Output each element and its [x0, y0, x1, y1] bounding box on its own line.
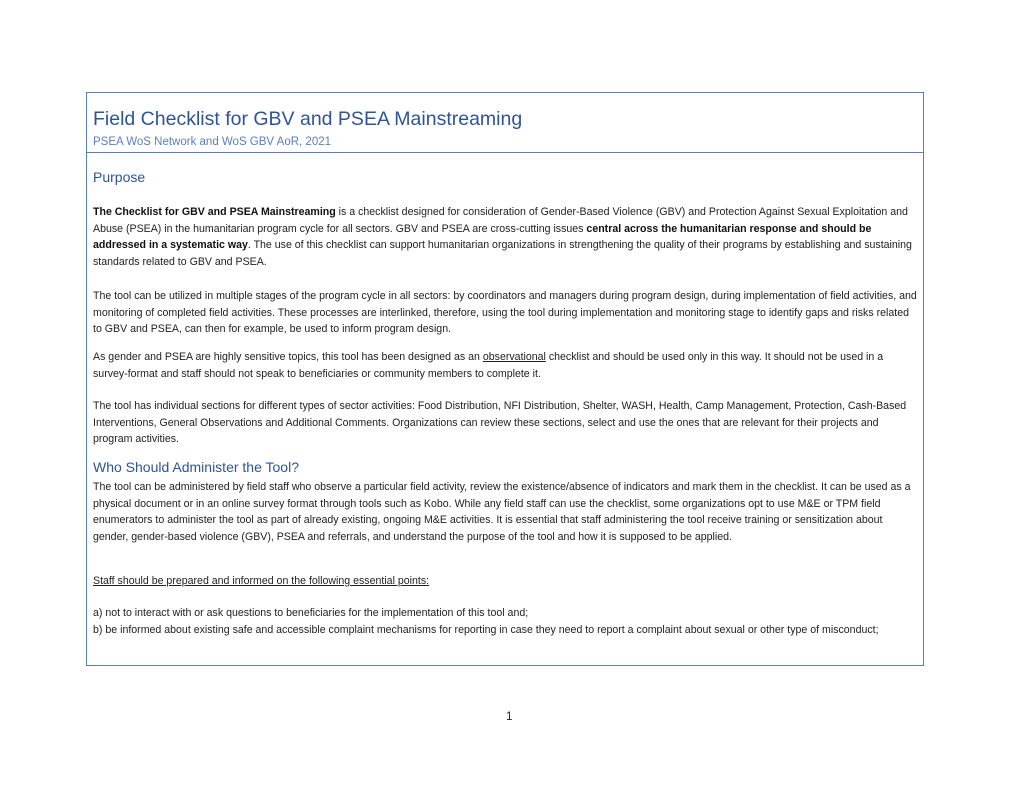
document-title: Field Checklist for GBV and PSEA Mainstreaming	[93, 108, 523, 130]
purpose-text-a: is a checklist designed for consideration of Gender-Based Violence (GBV) and Protection Against Sexual Exploitation and Abuse (PSEA) in the humanitarian program cycle for all sectors. GBV and PSEA are cross-cutting issues	[93, 206, 908, 235]
essential-points-intro: Staff should be prepared and informed on the following essential points:	[93, 575, 430, 587]
purpose-p3-text-b: checklist and should be used only in this way. It should not be used in a survey-format and staff should not speak to beneficiaries or community members to complete it.	[93, 351, 884, 380]
purpose-p3-text-a: As gender and PSEA are highly sensitive topics, this tool has been designed as an	[93, 351, 483, 363]
who-heading: Who Should Administer the Tool?	[93, 459, 299, 475]
page-number: 1	[506, 711, 513, 723]
purpose-paragraph-4: The tool has individual sections for different types of sector activities: Food Distribution, NFI Distribution, Shelter, WASH, Health, Camp Management, Protection, Cash-Based Interventions, General Observations and Additional Comments. Organizations can review these sections, select and use the ones that are relevant for their projects and program activities.	[93, 400, 907, 445]
purpose-paragraph-3	[93, 349, 917, 382]
purpose-paragraph-1	[93, 204, 917, 270]
observational-term: observational	[482, 351, 546, 363]
document-frame	[86, 92, 924, 666]
document-subtitle: PSEA WoS Network and WoS GBV AoR, 2021	[93, 136, 332, 148]
purpose-heading: Purpose	[93, 169, 146, 185]
essential-point-a: a) not to interact with or ask questions to beneficiaries for the implementation of this tool and;	[93, 607, 529, 619]
purpose-text-b: . The use of this checklist can support humanitarian organizations in strengthening the quality of their programs by establishing and sustaining standards related to GBV and PSEA.	[93, 239, 912, 268]
who-paragraph-1: The tool can be administered by field staff who observe a particular field activity, review the existence/absence of indicators and mark them in the checklist. It can be used as a physical document or in an online survey format through tools such as Kobo. While any field staff can use the checklist, some organizations opt to use M&E or TPM field enumerators to administer the tool as part of already existing, ongoing M&E activities. It is essential that staff administering the tool receive training or sensitization about gender, gender-based violence (GBV), PSEA and referrals, and understand the purpose of the tool and how it is supposed to be applied.	[93, 481, 911, 543]
purpose-paragraph-2: The tool can be utilized in multiple stages of the program cycle in all sectors: by coordinators and managers during program design, during implementation of field activities, and monitoring of completed field activities. These processes are interlinked, therefore, using the tool during implementation and monitoring stage to identify gaps and risks related to GBV and PSEA, can then for example, be used to inform program design.	[93, 290, 917, 335]
essential-point-b: b) be informed about existing safe and accessible complaint mechanisms for reporting in case they need to report a complaint about sexual or other type of misconduct;	[93, 624, 879, 636]
title-divider	[87, 152, 923, 153]
purpose-bold-mid: central across the humanitarian response and should be addressed in a systematic way	[93, 222, 872, 251]
purpose-bold-lead: The Checklist for GBV and PSEA Mainstreaming	[93, 206, 336, 218]
